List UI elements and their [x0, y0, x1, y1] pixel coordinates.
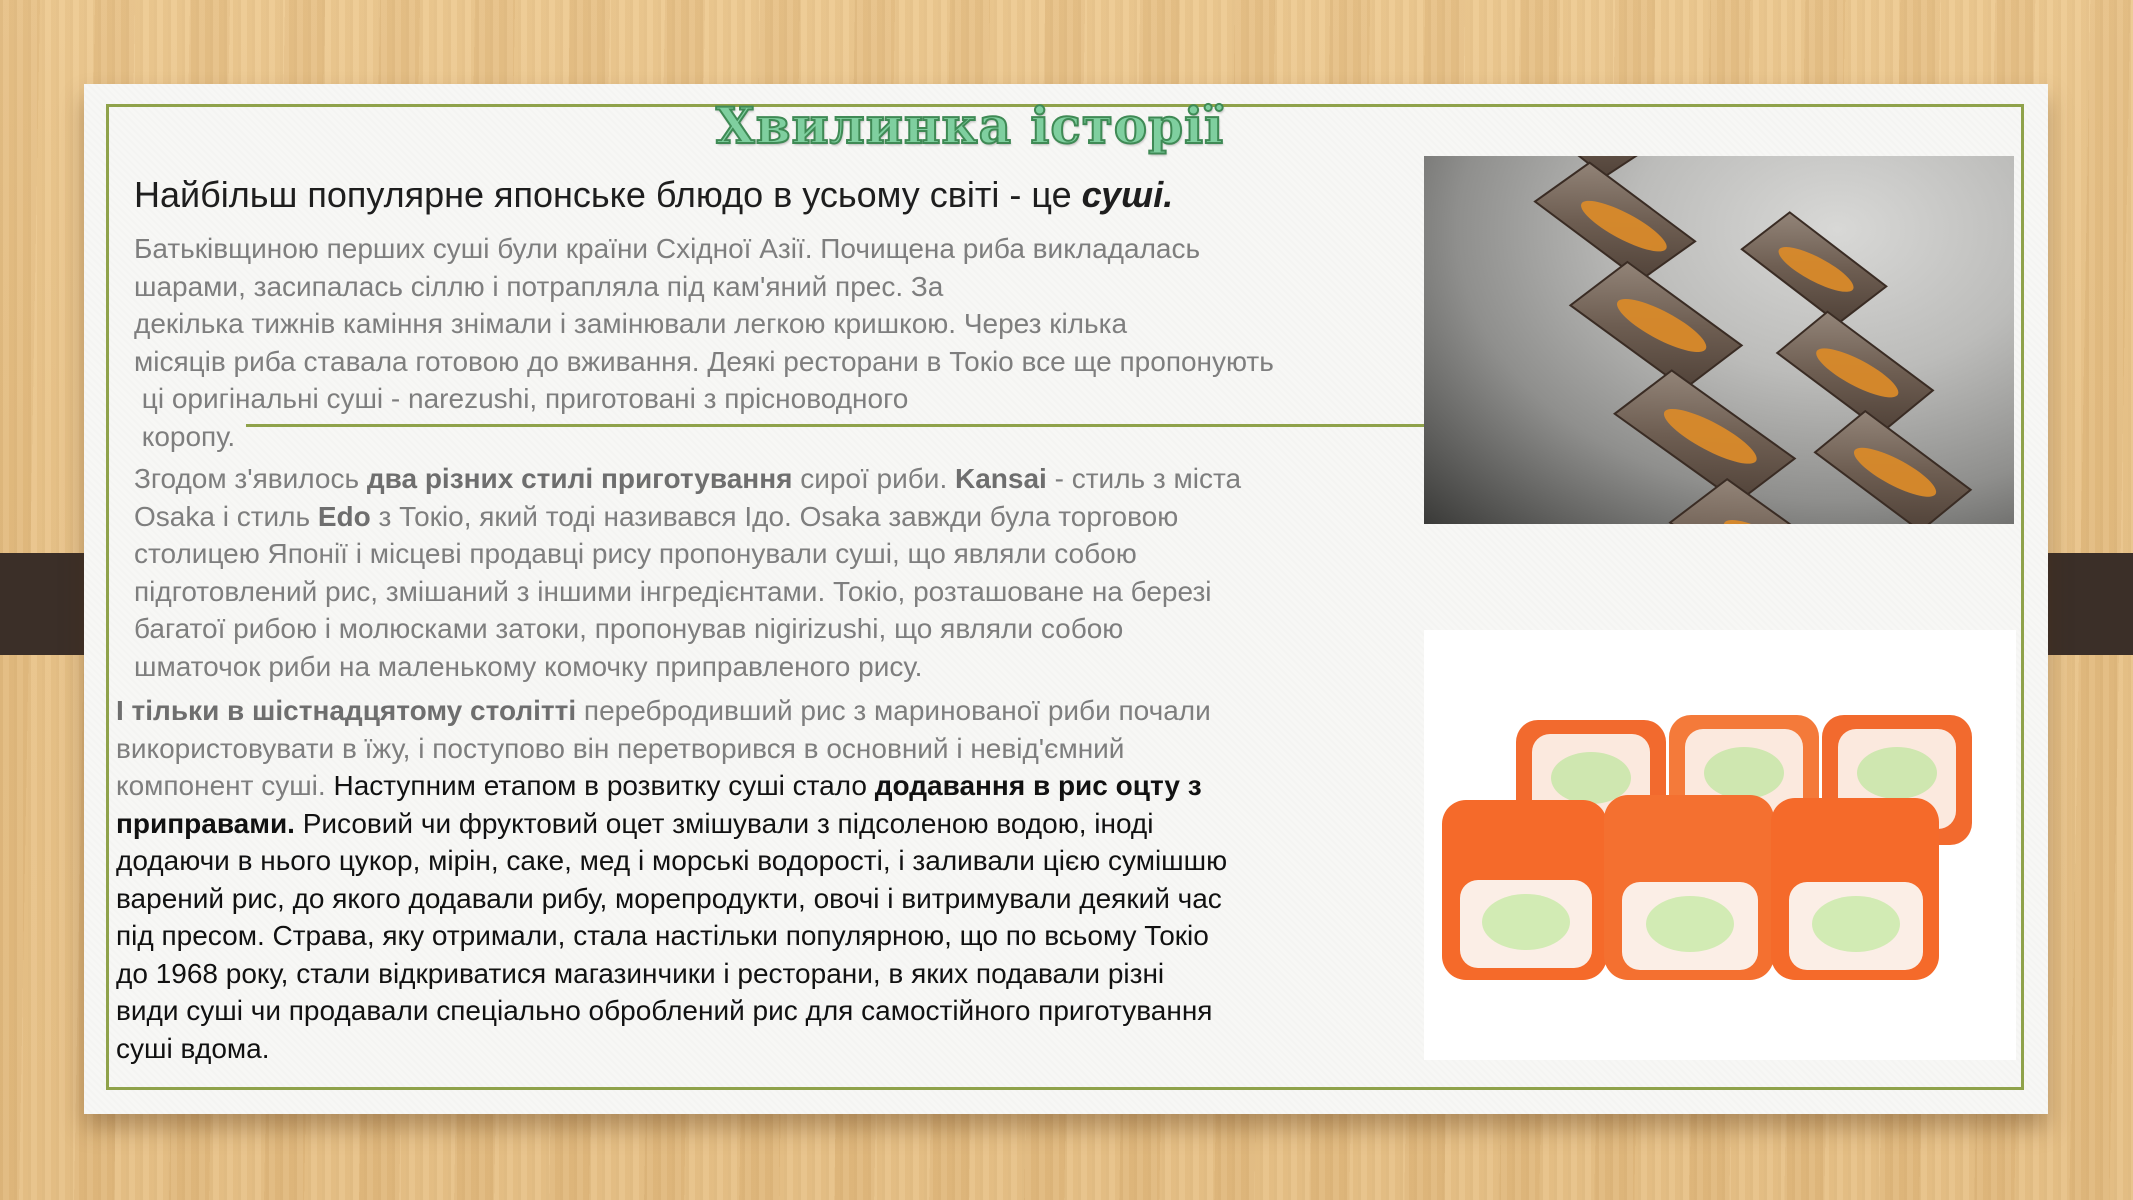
narezushi-photo	[1424, 156, 2014, 524]
divider-line	[246, 424, 1426, 427]
paragraph-vinegar: І тільки в шістнадцятому столітті перебродивший рис з маринованої риби почали використовувати в їжу, і поступово він перетворився в основний і невід'ємний компонент суші. Наступним етапом в розвитку суші стало додавання в рис оцту з приправами. Рисовий чи фруктовий оцет змішували з підсоленою водою, іноді додаючи в нього цукор, мірін, саке, мед і морські водорості, і заливали цією сумішшю варений рис, до якого додавали рибу, морепродукти, овочі і витримували деякий час під пресом. Страва, яку отримали, стала настільки популярною, що по всьому Токіо до 1968 року, стали відкриватися магазинчики і ресторани, в яких подавали різні види суші чи продавали спеціально оброблений рис для самостійного приготування суші вдома.	[116, 695, 1228, 1064]
slide-title: Хвилинка історії	[715, 96, 1225, 155]
paragraph-styles: Згодом з'явилось два різних стилі приготування сирої риби. Kansai - стиль з міста Osaka і стиль Edo з Токіо, який тоді називався Ідо. Osaka завжди була торговою столицею Японії і місцеві продавці рису пропонували суші, що являли собою підготовлений рис, змішаний з іншими інгредієнтами. Токіо, розташоване на березі багатої рибою і молюсками затоки, пропонував nigirizushi, що являли собою шматочок риби на маленькому комочку приправленого рису.	[134, 463, 1242, 682]
paragraph-origins: Батьківщиною перших суші були країни Східної Азії. Почищена риба викладалась шарами, засипалась сіллю і потрапляла під кам'яний прес. За декілька тижнів каміння знімали і замінювали легкою кришкою. Через кілька місяців риба ставала готовою до вживання. Деякі ресторани в Токіо все ще пропонують ці оригінальні суші - narezushi, приготовані з прісноводного коропу.	[134, 233, 1274, 452]
salmon-rolls-photo	[1424, 630, 2016, 1060]
lead-sentence: Найбільш популярне японське блюдо в усьому світі - це суші.	[134, 174, 1174, 215]
